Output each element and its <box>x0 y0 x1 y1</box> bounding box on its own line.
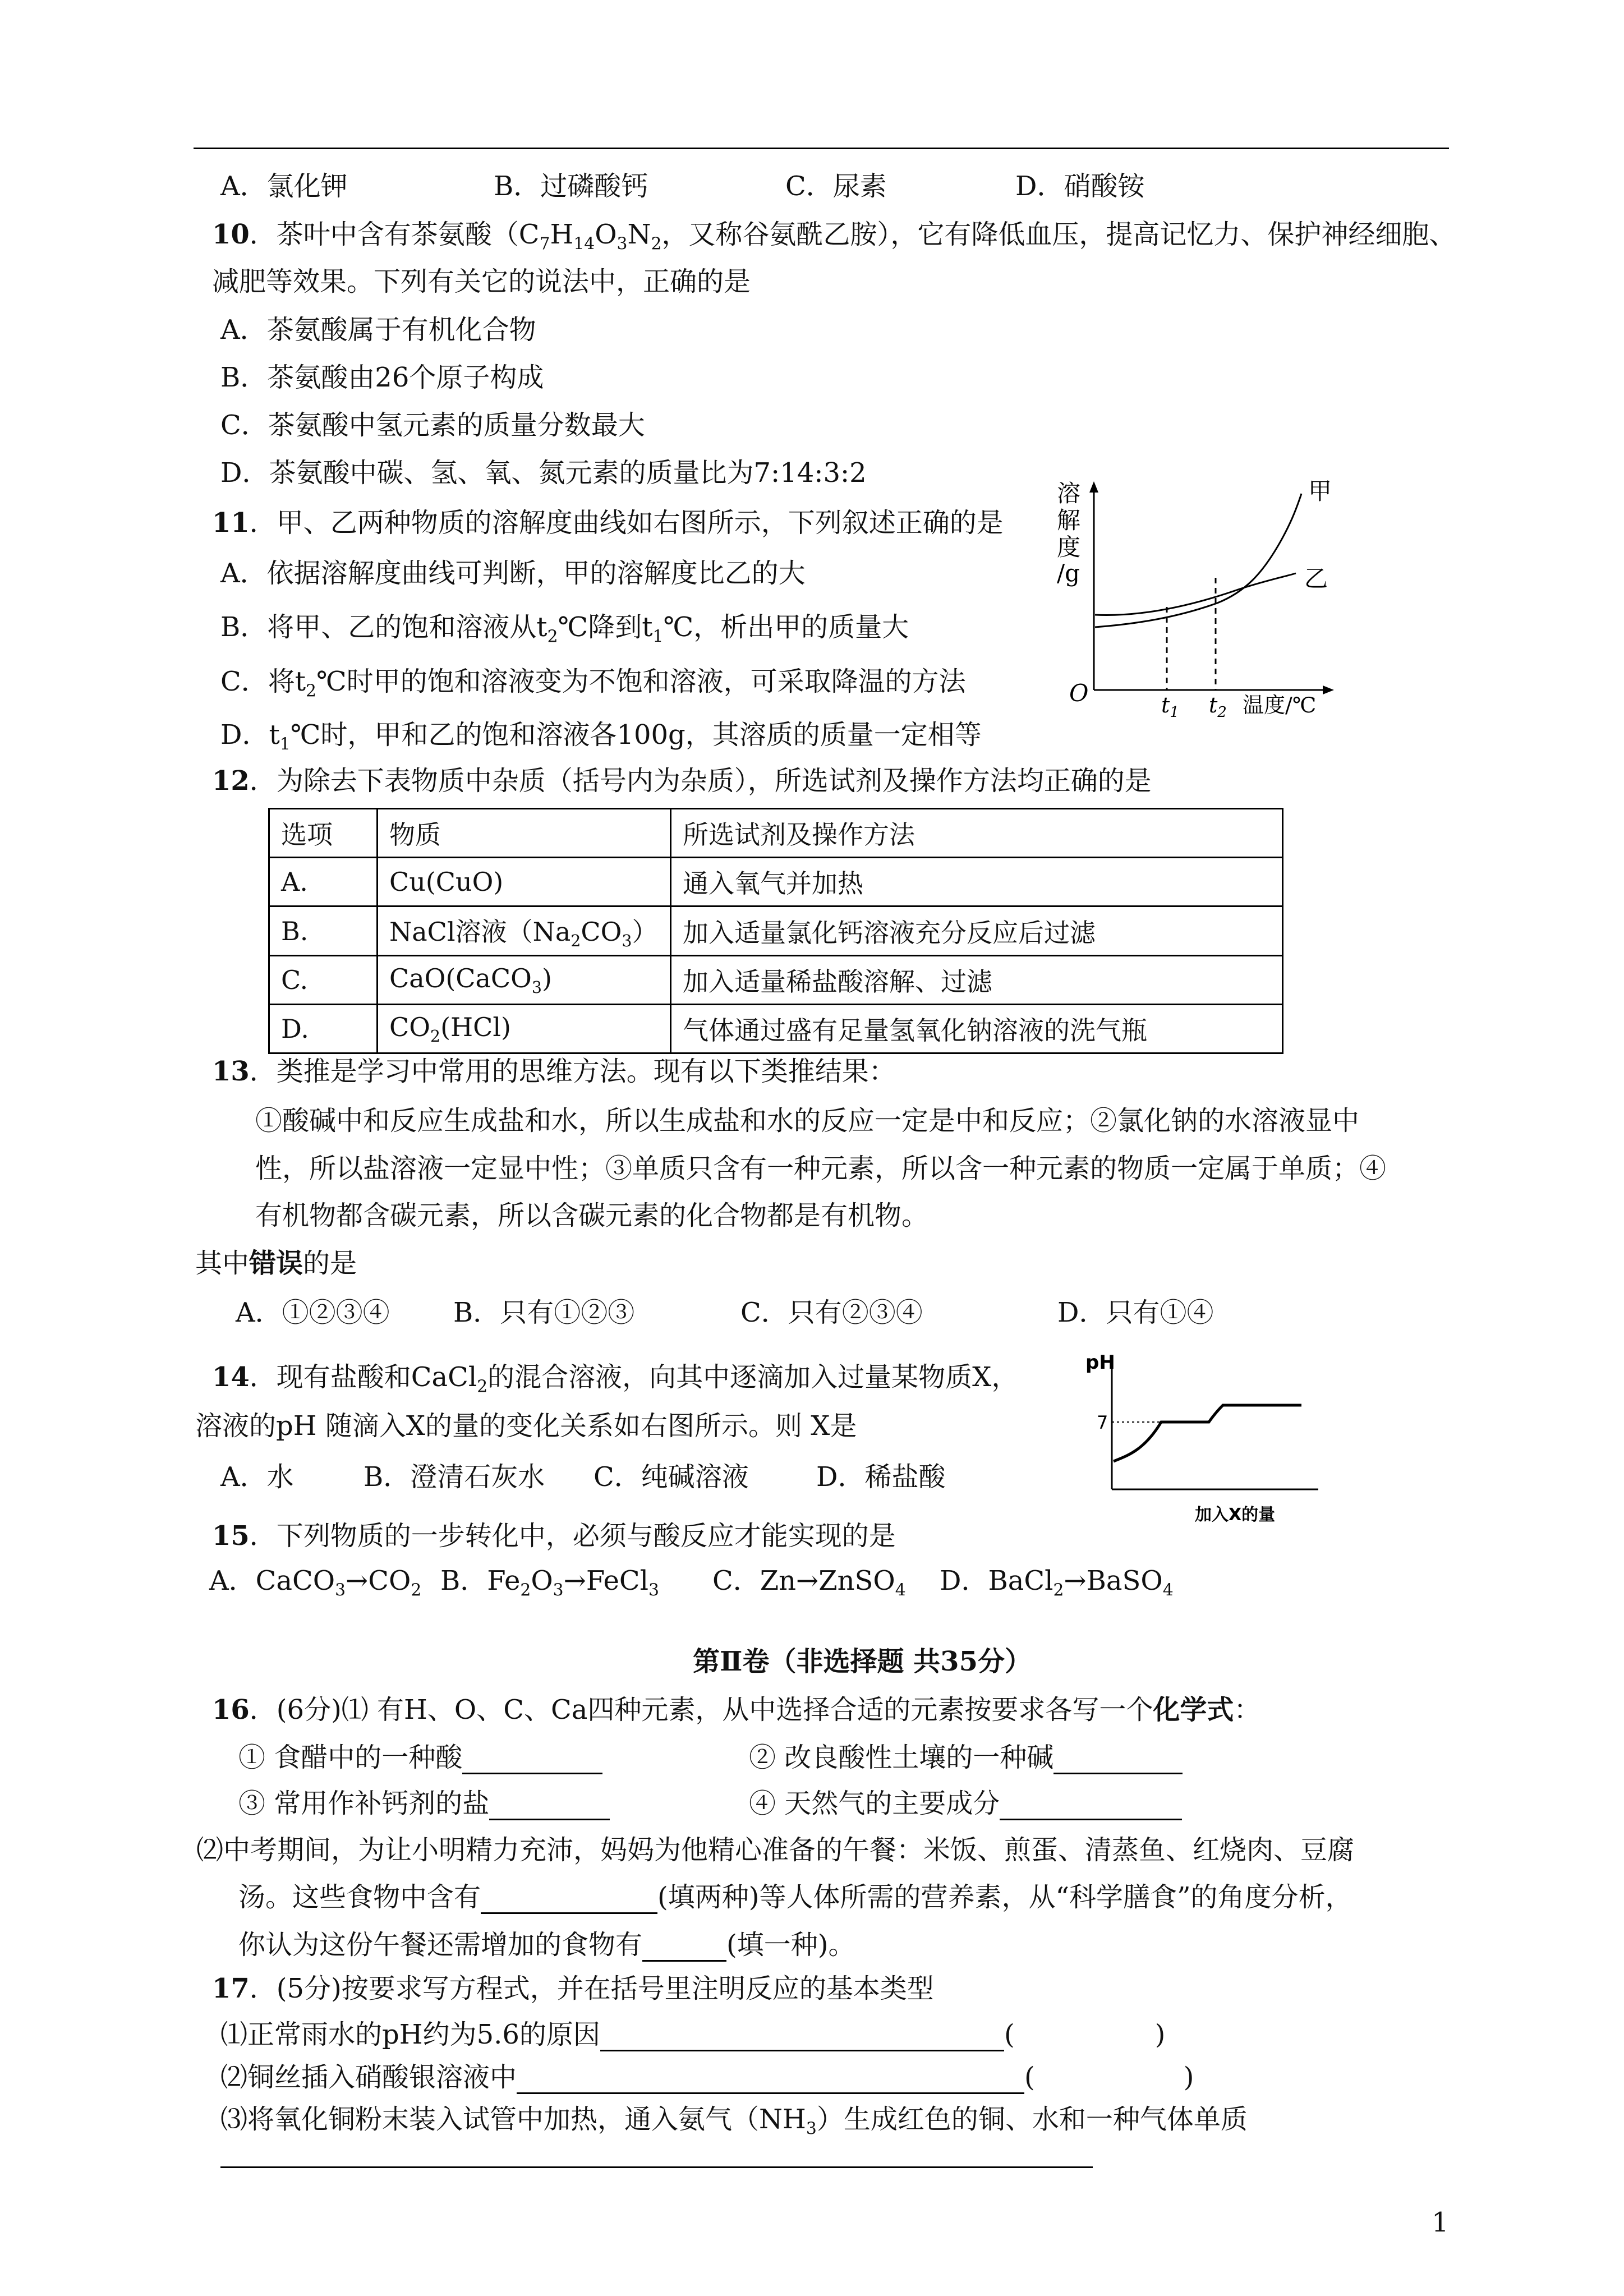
q11-stem: 11．甲、乙两种物质的溶解度曲线如右图所示，下列叙述正确的是 <box>212 507 1004 539</box>
row-b-substance: NaCl溶液$(Na_2CO_3)$ <box>378 907 671 956</box>
row-d-option: D. <box>269 1005 378 1053</box>
row-c-option: C. <box>269 956 378 1005</box>
q11-option-b: B．将甲、乙的饱和溶液从$t_2℃$降到$t_1℃$，析出甲的质量大 <box>220 611 909 647</box>
q14-number: 14 <box>212 1361 250 1393</box>
curve-b-label: 乙 <box>1304 565 1328 592</box>
answer-blank[interactable] <box>1053 1747 1183 1774</box>
t2-label: $t_2$ <box>1209 693 1227 721</box>
q11-number: 11 <box>212 507 250 539</box>
ph-graph <box>1083 1349 1324 1540</box>
q15-option-d: D．BaCl$_2$→BaSO$_4$ <box>940 1565 1174 1600</box>
q13-number: 13 <box>212 1056 250 1087</box>
q12-stem: 12．为除去下表物质中杂质（括号内为杂质），所选试剂及操作方法均正确的是 <box>212 765 1152 797</box>
q12-table <box>268 808 1283 1054</box>
q9-option-c: C．尿素 <box>785 171 887 202</box>
q15-option-b: B．$Fe_2O_3\to FeCl_3$ <box>440 1565 659 1600</box>
q10-stem-line2: 减肥等效果。下列有关它的说法中，正确的是 <box>212 266 751 297</box>
table-header-row <box>269 809 1283 858</box>
q14-stem-line2: 溶液的pH 随滴入X的量的变化关系如右图所示。则 X是 <box>195 1410 857 1442</box>
q13-line1: ①酸碱中和反应生成盐和水，所以生成盐和水的反应一定是中和反应；②氯化钠的水溶液显中 <box>255 1105 1360 1137</box>
q9-option-d: D．硝酸铵 <box>1015 171 1145 202</box>
row-b-option: B. <box>269 907 378 956</box>
answer-blank[interactable] <box>1000 1793 1182 1820</box>
q10-option-c: C．茶氨酸中氢元素的质量分数最大 <box>220 409 645 441</box>
q16-item-1: ① 食醋中的一种酸 <box>238 1741 602 1774</box>
q10-option-b: B．茶氨酸由26个原子构成 <box>220 362 544 393</box>
q14-option-d: D．稀盐酸 <box>816 1461 946 1493</box>
y-label-2: 解 <box>1057 507 1081 534</box>
y-label-4: /g <box>1057 559 1080 587</box>
answer-blank[interactable] <box>600 2024 1004 2051</box>
q15-option-a: A．$CaCO_3\to CO_2$ <box>209 1565 422 1600</box>
q15-stem: 15．下列物质的一步转化中，必须与酸反应才能实现的是 <box>212 1520 896 1552</box>
answer-blank[interactable] <box>489 1793 610 1820</box>
q13-option-d: D．只有①④ <box>1057 1297 1214 1328</box>
q9-option-a: A．氯化钾 <box>220 171 348 202</box>
origin-label: O <box>1069 679 1089 707</box>
q10-option-d: D．茶氨酸中碳、氢、氧、氮元素的质量比为7:14:3:2 <box>220 457 867 489</box>
q15-number: 15 <box>212 1520 250 1552</box>
table-row <box>269 1005 1283 1053</box>
answer-blank[interactable] <box>462 1747 602 1774</box>
q13-line3: 有机物都含碳元素，所以含碳元素的化合物都是有机物。 <box>255 1200 929 1231</box>
q17-stem: 17．(5分)按要求写方程式，并在括号里注明反应的基本类型 <box>212 1973 934 2004</box>
ph-x-axis-label: 加入X的量 <box>1195 1505 1276 1525</box>
q9-option-b: B．过磷酸钙 <box>494 171 648 202</box>
top-rule <box>194 148 1449 149</box>
q13-option-c: C．只有②③④ <box>740 1297 923 1328</box>
q16-number: 16 <box>212 1694 250 1726</box>
header-method: 所选试剂及操作方法 <box>671 809 1283 858</box>
row-c-substance: CaO(CaCO$_3$) <box>378 956 671 1005</box>
q13-option-b: B．只有①②③ <box>453 1297 635 1328</box>
t1-label: $t_1$ <box>1161 693 1179 721</box>
q13-option-a: A．①②③④ <box>236 1297 390 1328</box>
q11-option-c: C．将$t_2℃$时甲的饱和溶液变为不饱和溶液，可采取降温的方法 <box>220 666 966 701</box>
q10-stem-line1: 10．茶叶中含有茶氨酸（$C_7H_{14}O_3N_2$，又称谷氨酰乙胺），它有降低血压，提高记忆力、保护神经细胞、 <box>212 219 1456 254</box>
ph-axis-label: pH <box>1085 1351 1115 1374</box>
answer-blank[interactable] <box>642 1934 726 1962</box>
row-b-method: 加入适量氯化钙溶液充分反应后过滤 <box>671 907 1283 956</box>
q16-stem: 16．(6分)⑴ 有H、O、C、Ca四种元素，从中选择合适的元素按要求各写一个化学式： <box>212 1694 1261 1726</box>
header-substance: 物质 <box>378 809 671 858</box>
q17-number: 17 <box>212 1973 250 2004</box>
row-a-method: 通入氧气并加热 <box>671 858 1283 907</box>
q12-number: 12 <box>212 765 250 797</box>
q16-item-2: ② 改良酸性土壤的一种碱 <box>749 1741 1183 1774</box>
q16-part2-line1: ⑵中考期间，为让小明精力充沛，妈妈为他精心准备的午餐：米饭、煎蛋、清蒸鱼、红烧肉、豆腐 <box>196 1834 1355 1866</box>
solubility-graph <box>1049 477 1341 724</box>
y-label-1: 溶 <box>1057 480 1081 507</box>
header-option: 选项 <box>269 809 378 858</box>
q14-option-c: C．纯碱溶液 <box>594 1461 749 1493</box>
y-label-3: 度 <box>1057 533 1081 561</box>
q15-option-c: C．Zn→ZnSO$_4$ <box>712 1565 906 1600</box>
table-row <box>269 858 1283 907</box>
page-number: 1 <box>1432 2207 1449 2238</box>
x-axis-label: 温度/℃ <box>1243 693 1317 717</box>
row-d-method: 气体通过盛有足量氢氧化钠溶液的洗气瓶 <box>671 1005 1283 1053</box>
q13-line2: 性，所以盐溶液一定显中性；③单质只含有一种元素，所以含一种元素的物质一定属于单质；④ <box>255 1153 1387 1184</box>
q14-option-a: A．水 <box>220 1461 294 1493</box>
q11-option-d: D．$t_1℃$时，甲和乙的饱和溶液各100g，其溶质的质量一定相等 <box>220 719 982 754</box>
q14-option-b: B．澄清石灰水 <box>364 1461 545 1493</box>
q11-option-a: A．依据溶解度曲线可判断，甲的溶解度比乙的大 <box>220 558 806 589</box>
q16-item-4: ④ 天然气的主要成分 <box>749 1787 1182 1820</box>
table-row <box>269 956 1283 1005</box>
row-a-option: A. <box>269 858 378 907</box>
q17-item-1: ⑴正常雨水的pH约为5.6的原因 ( ) <box>220 2019 1166 2050</box>
row-d-substance: $CO_2(HCl)$ <box>378 1005 671 1053</box>
q13-ask: 其中错误的是 <box>195 1248 357 1279</box>
q17-item-2: ⑵铜丝插入硝酸银溶液中 ( ) <box>220 2062 1194 2093</box>
q10-number: 10 <box>212 219 250 250</box>
q17-item-3: ⑶将氧化铜粉末装入试管中加热，通入氨气$(NH_3)$生成红色的铜、水和一种气体单质 <box>220 2104 1248 2139</box>
answer-blank[interactable] <box>481 1887 657 1914</box>
q10-option-a: A．茶氨酸属于有机化合物 <box>220 314 536 346</box>
table-row <box>269 907 1283 956</box>
section2-title: 第Ⅱ卷（非选择题 共35分） <box>693 1646 1032 1677</box>
q16-item-3: ③ 常用作补钙剂的盐 <box>238 1787 610 1820</box>
answer-blank[interactable] <box>517 2067 1024 2094</box>
q16-part2-line2: 汤。这些食物中含有 (填两种)等人体所需的营养素，从“科学膳食”的角度分析， <box>238 1881 1352 1913</box>
q16-part2-line3: 你认为这份午餐还需增加的食物有 (填一种)。 <box>238 1929 855 1961</box>
curve-a-label: 甲 <box>1308 477 1332 505</box>
q13-stem: 13．类推是学习中常用的思维方法。现有以下类推结果： <box>212 1056 896 1087</box>
ph-tick-7: 7 <box>1097 1412 1108 1433</box>
row-c-method: 加入适量稀盐酸溶解、过滤 <box>671 956 1283 1005</box>
row-a-substance: Cu(CuO) <box>378 858 671 907</box>
q17-answer-line[interactable] <box>220 2166 1093 2168</box>
q14-stem-line1: 14．现有盐酸和CaCl$_2$的混合溶液，向其中逐滴加入过量某物质X， <box>212 1361 1019 1397</box>
